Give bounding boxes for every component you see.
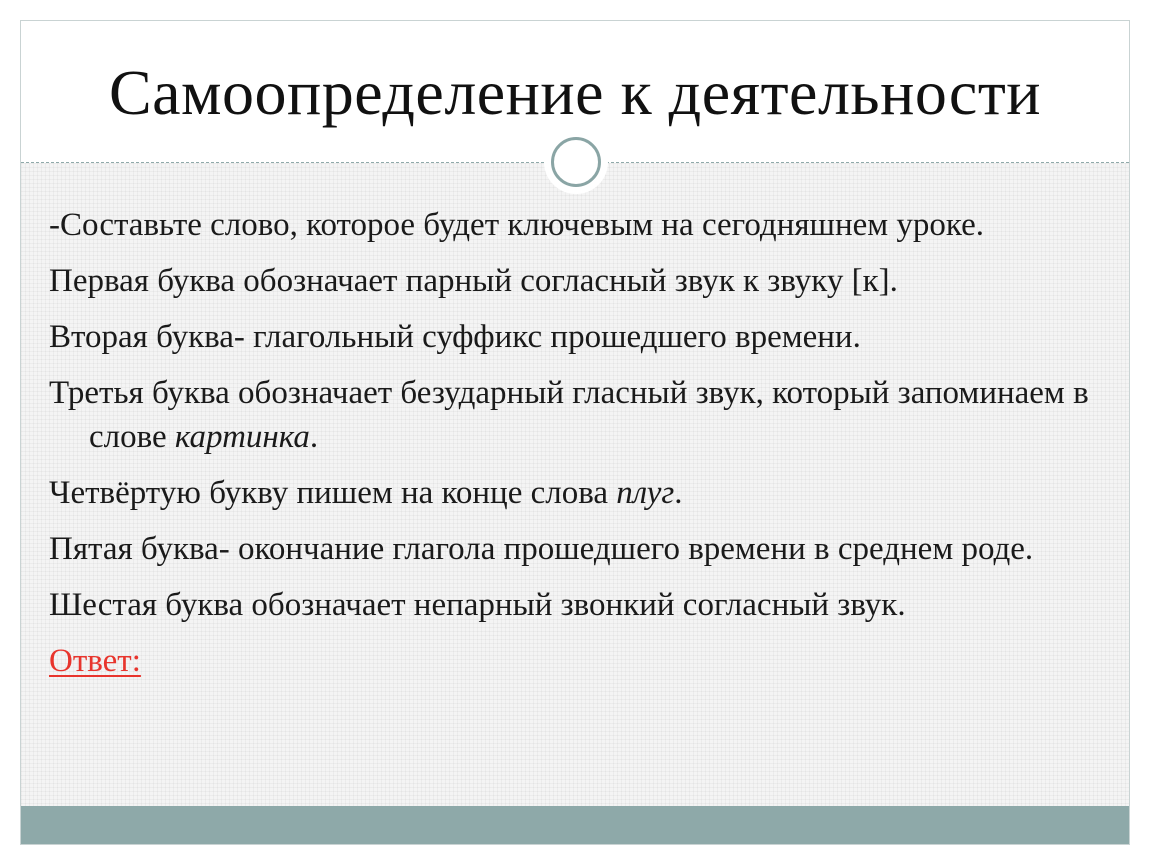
paragraph-text: Пятая буква- окончание глагола прошедшего времени в среднем роде.: [49, 531, 1034, 567]
paragraph-tail: .: [674, 475, 683, 511]
emphasized-word: плуг: [616, 475, 675, 511]
task-paragraph-4: [49, 371, 1109, 459]
answer-paragraph: [49, 639, 1109, 683]
slide-title: Самоопределение к деятельности: [108, 57, 1042, 128]
ring-ornament: [544, 130, 608, 194]
slide-body: [49, 203, 1109, 695]
paragraph-text: Вторая буква- глагольный суффикс прошедшего времени.: [49, 319, 861, 355]
paragraph-tail: .: [309, 419, 319, 455]
circle-icon: [551, 137, 601, 187]
paragraph-text: -Составьте слово, которое будет ключевым на сегодняшнем уроке.: [49, 207, 985, 243]
task-paragraph-7: [49, 583, 1109, 627]
task-paragraph-5: [49, 471, 1109, 515]
paragraph-text: Первая буква обозначает парный согласный звук к звуку [к].: [49, 263, 898, 299]
slide: [20, 20, 1130, 845]
paragraph-text: Третья буква обозначает безударный гласный звук, который запоминаем в слове: [49, 375, 1089, 455]
task-paragraph-3: [49, 315, 1109, 359]
emphasized-word: картинка: [174, 419, 310, 455]
task-paragraph-1: [49, 203, 1109, 247]
bottom-bar: [21, 806, 1129, 844]
answer-link[interactable]: Ответ:: [49, 643, 141, 679]
task-paragraph-6: [49, 527, 1109, 571]
paragraph-text: Шестая буква обозначает непарный звонкий согласный звук.: [49, 587, 906, 623]
task-paragraph-2: [49, 259, 1109, 303]
paragraph-text: Четвёртую букву пишем на конце слова: [49, 475, 617, 511]
